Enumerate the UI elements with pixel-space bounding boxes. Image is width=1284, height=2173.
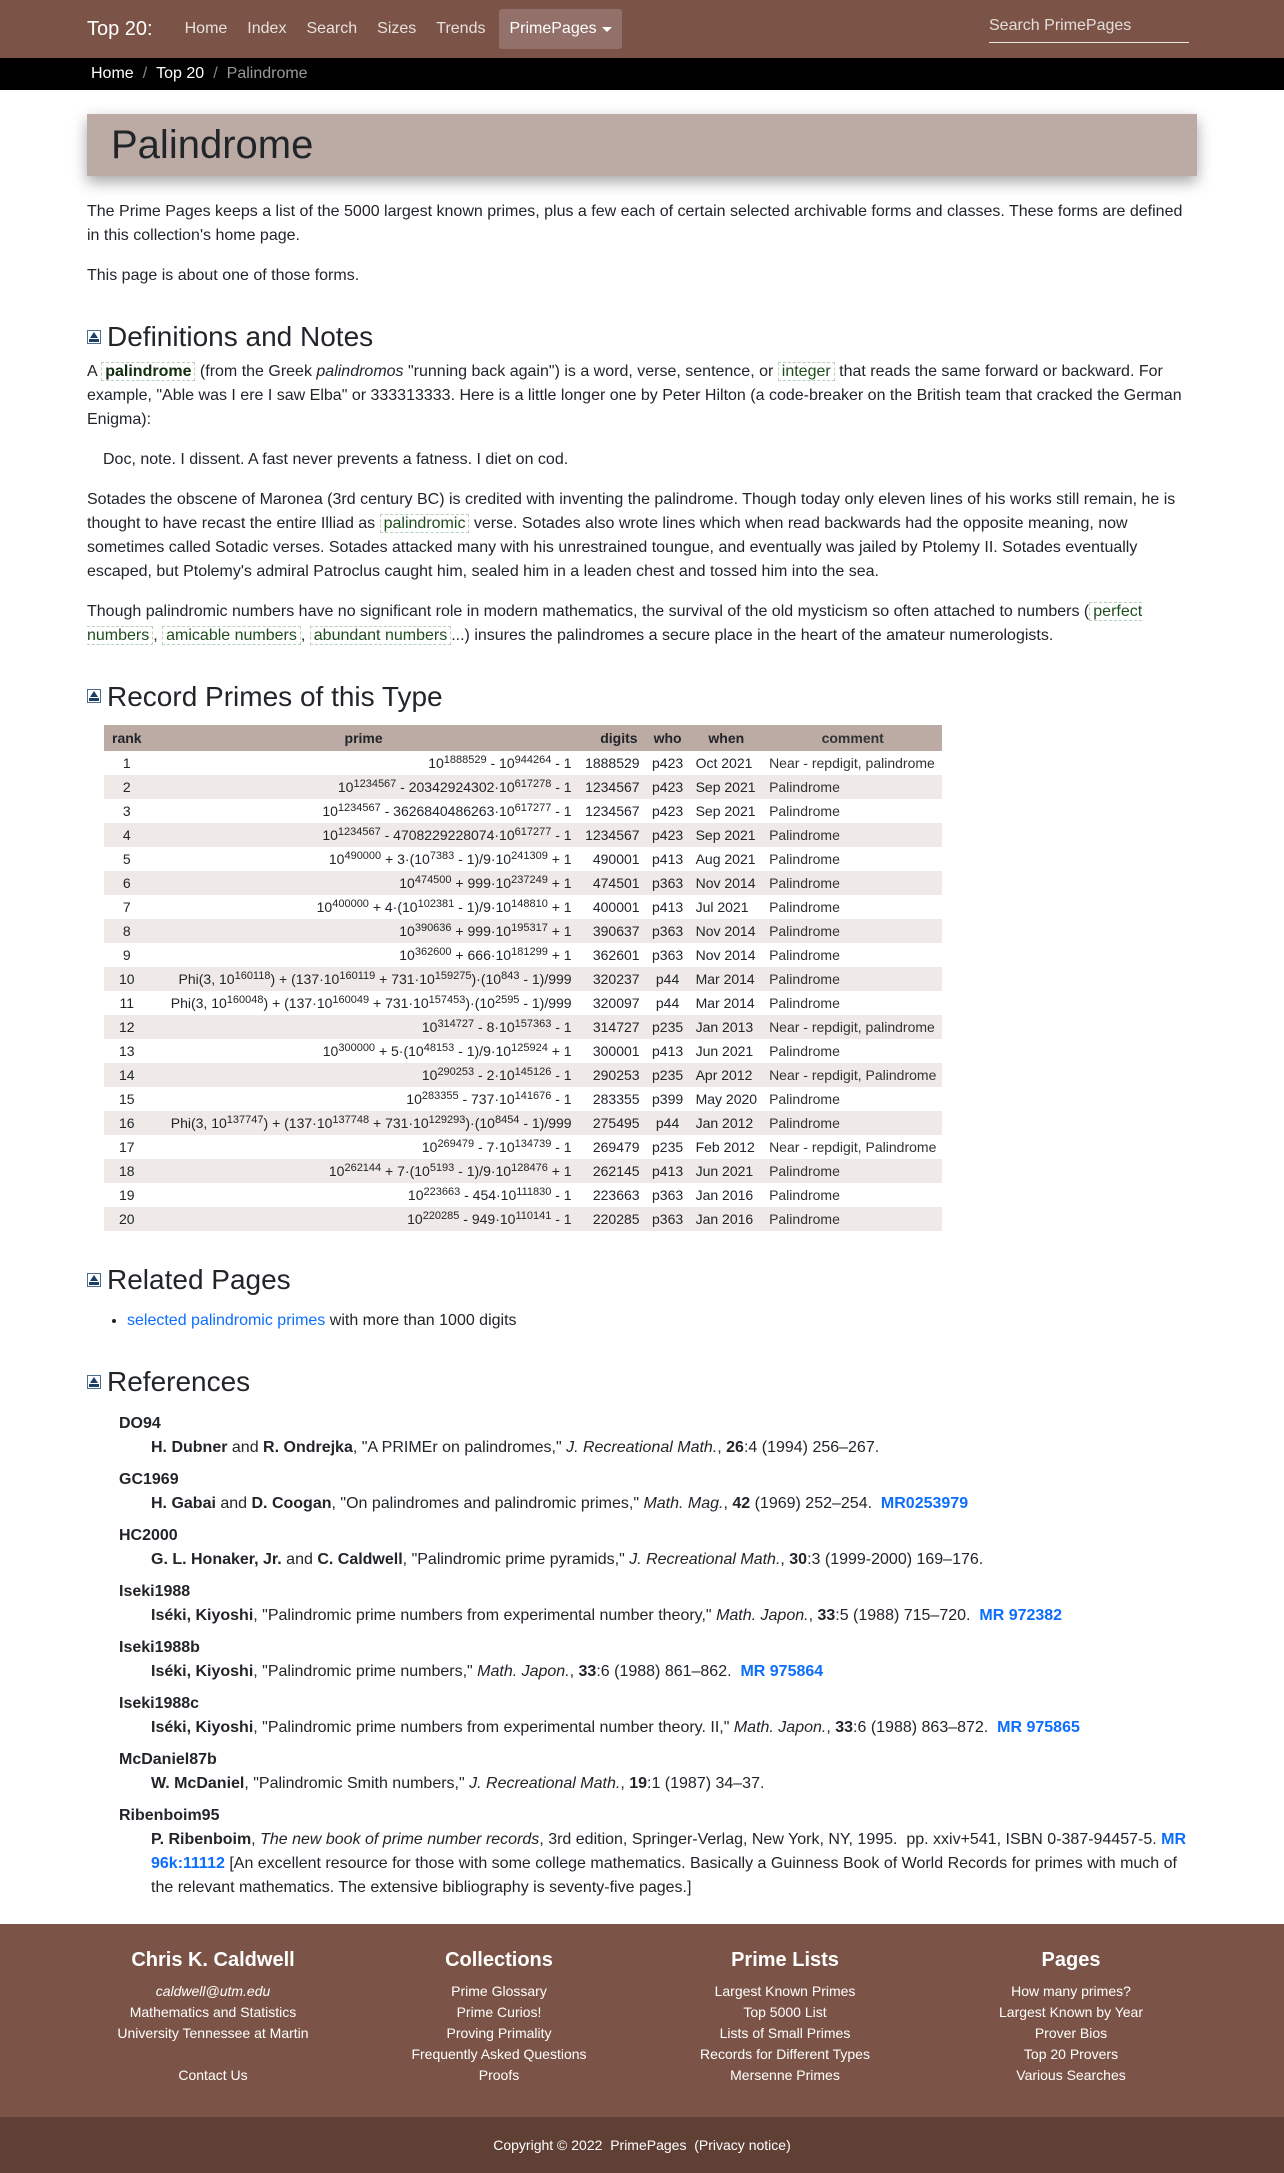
column-header-when: when [690,725,763,751]
comment-cell: Palindrome [769,898,840,915]
reference-key: GC1969 [119,1471,179,1489]
back-to-top-icon[interactable] [87,1273,101,1287]
rank-cell: 17 [119,1138,135,1155]
prime-cell[interactable]: $10^{220285} - 949\cdot 10^{110141} - 1$ [150,1207,578,1231]
prime-cell[interactable]: $10^{362600} + 666\cdot 10^{181299} + 1$ [399,945,572,963]
main-content [87,114,1197,1900]
footer-col-pages [928,1948,1214,2117]
prime-cell[interactable]: Phi(3, $10^{137747}) + (137\cdot 10^{137748} + 731\cdot 10^{129293})\cdot(10^{8454} - 1)/999$ [150,1111,578,1135]
privacy-link[interactable]: Privacy notice [698,2136,787,2153]
table-row [104,895,942,919]
rank-cell: 10 [104,967,150,991]
search-box [989,12,1189,43]
footer-link[interactable]: Mersenne Primes [730,2067,840,2084]
footer-heading: Chris K. Caldwell [131,1949,295,1972]
who-cell[interactable]: p235 [646,1015,690,1039]
when-cell: Feb 2012 [695,1138,755,1155]
prime-cell[interactable]: $10^{1234567} - 3626840486263\cdot 10^{617277} - 1$ [322,801,572,819]
who-cell[interactable]: p423 [646,823,690,847]
greek-word: palindromos [316,362,404,380]
comment-cell: Palindrome [769,1042,840,1059]
comment-cell: Palindrome [769,994,840,1011]
related-link[interactable]: selected palindromic primes [127,1311,326,1329]
table-row [104,1111,942,1135]
breadcrumb-current: Palindrome [226,65,308,82]
search-input[interactable] [989,12,1189,42]
when-cell: Sep 2021 [690,775,763,799]
mr-review-link[interactable]: MR 975865 [997,1719,1080,1737]
rank-cell: 18 [104,1159,150,1183]
definitions-heading-text: Definitions and Notes [107,321,374,352]
digits-cell: 362601 [592,946,640,963]
footer-col-collections [356,1948,642,2117]
text: Though palindromic numbers have no significant role in modern mathematics, the survival of the old mysticism so often attached to numbers ( [87,602,1090,620]
reference-citation: W. McDaniel, "Palindromic Smith numbers," J. Recreational Math., 19:1 (1987) 34–37. [151,1775,765,1793]
table-row [104,1087,942,1111]
table-row [104,775,942,799]
footer-link[interactable]: Top 5000 List [743,2004,827,2021]
rank-cell: 1 [122,754,131,771]
who-cell[interactable]: p363 [646,1207,690,1231]
text: , [300,626,310,644]
reference-key: Ribenboim95 [119,1807,220,1825]
text: A [87,362,102,380]
copyright-text: Copyright © 2022 [493,2136,603,2153]
text: verse. Sotades also wrote lines which when read backwards had the opposite meaning, now sometimes called Sotadic verses. Sotades attacked many with his unrestrained toungue, and eventually was jailed by Ptolemy II. Sotades eventually escaped, but Ptolemy's admiral Patroclus caught him, sealed him in a leaden chest and tossed him into the sea. [87,514,1138,580]
comment-cell: Palindrome [769,1090,840,1107]
when-cell: Nov 2014 [690,871,763,895]
who-cell[interactable]: p363 [646,919,690,943]
comment-cell: Near - repdigit, Palindrome [769,1138,937,1155]
column-header-rank: rank [104,725,150,751]
top-navbar [0,0,1284,58]
when-cell: Jan 2012 [690,1111,763,1135]
table-row [104,823,942,847]
text: ...) insures the palindromes a secure place in the heart of the amateur numerologists. [451,626,1054,644]
glossary-link-amicable-numbers[interactable]: amicable numbers [162,626,301,645]
table-row [104,871,942,895]
digits-cell: 220285 [578,1207,646,1231]
footer-link[interactable]: Largest Known by Year [999,2004,1143,2021]
back-to-top-icon[interactable] [87,330,101,344]
footer-heading: Prime Lists [731,1949,839,1972]
table-row [104,1159,942,1183]
column-header-prime: prime [150,725,578,751]
nav-index[interactable]: Index [247,20,287,37]
rank-cell: 13 [119,1042,135,1059]
prime-cell[interactable]: $10^{474500} + 999\cdot 10^{237249} + 1$ [150,871,578,895]
comment-cell: Palindrome [763,919,942,943]
column-header-comment: comment [763,725,942,751]
intro-paragraph: The Prime Pages keeps a list of the 5000 largest known primes, plus a few each of certain selected archivable forms and classes. These forms are defined in this collection's home page. [87,203,1183,244]
rank-cell: 20 [104,1207,150,1231]
glossary-link-palindrome[interactable] [101,362,195,381]
when-cell: Jul 2021 [695,898,749,915]
reference-citation: P. Ribenboim, The new book of prime number records, 3rd edition, Springer-Verlag, New York, NY, 1995. pp. xxiv+541, ISBN 0-387-94457-5. MR 96k:11112 [An excellent resource for those with some college mathematics. Basically a Guinness Book of World Records for primes with much of the relevant mathematics. The extensive bibliography is seventy-five pages.] [151,1831,1187,1897]
history-paragraph [87,488,1197,584]
mr-review-link[interactable]: MR 96k:11112 [151,1831,1187,1873]
digits-cell: 320097 [592,994,640,1011]
mr-review-link[interactable]: MR 975864 [740,1663,824,1681]
rank-cell: 11 [119,994,135,1011]
glossary-link-perfect-numbers[interactable]: perfect numbers [87,602,1143,644]
prime-cell[interactable]: Phi(3, $10^{160118}) + (137\cdot 10^{160119} + 731\cdot 10^{159275})\cdot(10^{843} - 1)/999$ [150,967,578,991]
prime-cell[interactable]: $10^{262144} + 7\cdot(10^{5193} - 1)/9\cdot 10^{128476} + 1$ [150,1159,578,1183]
when-cell: Mar 2014 [695,994,755,1011]
rank-cell: 19 [119,1186,135,1203]
rank-cell: 2 [104,775,150,799]
records-heading-text: Record Primes of this Type [107,680,443,712]
when-cell: Jan 2016 [690,1207,763,1231]
record-primes-table [104,725,942,1231]
comment-cell: Palindrome [763,871,942,895]
digits-cell: 400001 [592,898,640,915]
definitions-heading [87,320,1197,354]
who-cell[interactable]: p423 [652,802,684,819]
text: "running back again") is a word, verse, sentence, or [403,362,778,380]
digits-cell: 490001 [592,850,640,867]
footer-link[interactable]: Proving Primality [446,2025,552,2042]
footer-link[interactable]: How many primes? [1011,1983,1131,2000]
who-cell[interactable]: p399 [652,1090,684,1107]
digits-cell: 314727 [578,1015,646,1039]
when-cell: Nov 2014 [695,946,756,963]
rank-cell: 12 [104,1015,150,1039]
dropdown-label: PrimePages [509,20,597,37]
reference-key: Iseki1988c [119,1695,200,1713]
palindrome-quote: Doc, note. I dissent. A fast never prevents a fatness. I diet on cod. [103,450,569,468]
table-row [104,967,942,991]
comment-cell: Palindrome [769,802,840,819]
text: , [153,626,163,644]
comment-cell: Near - repdigit, palindrome [763,1015,942,1039]
site-link[interactable]: PrimePages [610,2136,687,2153]
when-cell: Mar 2014 [690,967,763,991]
page-title-box [87,114,1197,176]
navbar-brand[interactable]: Top 20: [87,18,153,40]
footer-heading: Collections [445,1949,553,1972]
footer-link[interactable]: Largest Known Primes [714,1983,856,2000]
table-row [104,1135,942,1159]
nav-trends[interactable]: Trends [436,20,486,37]
footer-text: Mathematics and Statistics [129,2004,297,2021]
glossary-term: palindrome [105,362,192,380]
comment-cell: Palindrome [763,823,942,847]
digits-cell: 1888529 [585,754,640,771]
who-cell[interactable]: p44 [655,994,680,1011]
when-cell: Jun 2021 [690,1159,763,1183]
table-body [104,751,942,1231]
footer-col-author [70,1948,356,2117]
prime-cell[interactable]: $10^{223663} - 454\cdot 10^{111830} - 1$ [407,1185,572,1203]
reference-citation: H. Dubner and R. Ondrejka, "A PRIMEr on palindromes," J. Recreational Math., 26:4 (1994) 256–267. [151,1439,880,1457]
digits-cell: 300001 [592,1042,640,1059]
breadcrumb [0,58,1284,90]
rank-cell: 4 [104,823,150,847]
who-cell[interactable]: p235 [652,1138,684,1155]
nav-sizes[interactable]: Sizes [377,20,417,37]
prime-cell[interactable]: $10^{283355} - 737\cdot 10^{141676} - 1$ [406,1089,572,1107]
table-header-row [104,725,942,751]
mr-review-link[interactable]: MR 972382 [979,1607,1063,1625]
footer-link[interactable]: Frequently Asked Questions [411,2046,587,2063]
definition-paragraph [87,360,1197,432]
table-row [104,847,942,871]
back-to-top-icon[interactable] [87,1375,101,1389]
who-cell[interactable]: p423 [652,754,684,771]
digits-cell: 1234567 [578,775,646,799]
digits-cell: 269479 [592,1138,640,1155]
text: Sotades the obscene of Maronea (3rd century BC) is credited with inventing the palindrome. Though today only eleven lines of his works still remain, he is thought to have recast the entire Illiad as [87,490,1176,532]
prime-cell[interactable]: $10^{390636} + 999\cdot 10^{195317} + 1$ [150,919,578,943]
breadcrumb-separator: / [213,65,218,82]
who-cell[interactable]: p423 [646,775,690,799]
rank-cell: 6 [104,871,150,895]
prime-cell[interactable]: $10^{1234567} - 4708229228074\cdot 10^{617277} - 1$ [150,823,578,847]
when-cell: Jan 2013 [690,1015,763,1039]
comment-cell: Near - repdigit, palindrome [769,754,935,771]
rank-cell: 9 [122,946,131,963]
comment-cell: Near - repdigit, Palindrome [763,1063,942,1087]
who-cell[interactable]: p44 [646,967,690,991]
related-heading-text: Related Pages [107,1264,291,1296]
rank-cell: 8 [104,919,150,943]
footer-link[interactable]: Prime Glossary [451,1983,547,2000]
table-row [104,751,942,775]
footer-link[interactable]: Various Searches [1016,2067,1126,2084]
table-row [104,1015,942,1039]
text: that reads the same forward or backward. For example, "Able was I ere I saw Elba" or 333313333. Here is a little longer one by Peter Hilton (a code-breaker on the British team that cracked the German Enigma): [87,362,1182,428]
spacer [70,2044,356,2065]
digits-cell: 1234567 [585,802,640,819]
comment-cell: Palindrome [769,1186,840,1203]
reference-citation: Iséki, Kiyoshi, "Palindromic prime numbers from experimental number theory. II," Math. Japon., 33:6 (1988) 863–872. MR 975865 [151,1719,1080,1737]
when-cell: Jan 2016 [695,1186,754,1203]
digits-cell: 390637 [578,919,646,943]
footer-link[interactable]: Records for Different Types [700,2046,870,2063]
digits-cell: 1234567 [578,823,646,847]
nav-search[interactable]: Search [306,20,358,37]
footer-email-link[interactable]: caldwell@utm.edu [155,1983,271,2000]
mr-review-link[interactable]: MR0253979 [880,1495,969,1513]
when-cell: Aug 2021 [695,850,756,867]
prime-cell[interactable]: $10^{490000} + 3\cdot(10^{7383} - 1)/9\cdot 10^{241309} + 1$ [328,849,572,867]
rank-cell: 5 [122,850,131,867]
copyright-bar: Copyright © 2022 PrimePages ( Privacy notice ) [0,2117,1284,2173]
rank-cell: 7 [122,898,131,915]
comment-cell: Palindrome [763,1111,942,1135]
chevron-down-icon [602,27,612,32]
footer-link[interactable]: Top 20 Provers [1023,2046,1119,2063]
when-cell: Nov 2014 [690,919,763,943]
prime-cell[interactable]: Phi(3, $10^{160048}) + (137\cdot 10^{160049} + 731\cdot 10^{157453})\cdot(10^{2595} - 1)/999$ [170,993,572,1011]
rank-cell: 14 [104,1063,150,1087]
back-to-top-icon[interactable] [87,689,101,703]
who-cell[interactable]: p413 [652,850,684,867]
numerology-paragraph [87,600,1197,648]
footer-text: University Tennessee at Martin [117,2025,309,2042]
glossary-link-palindromic[interactable]: palindromic [380,514,470,533]
table-row [104,1207,942,1231]
comment-cell: Palindrome [763,775,942,799]
who-cell[interactable]: p413 [646,1159,690,1183]
digits-cell: 262145 [578,1159,646,1183]
who-cell[interactable]: p413 [652,898,684,915]
table-row [104,1063,942,1087]
digits-cell: 223663 [592,1186,640,1203]
rank-cell: 16 [104,1111,150,1135]
comment-cell: Palindrome [769,946,840,963]
digits-cell: 290253 [578,1063,646,1087]
related-list [127,1309,1197,1333]
reference-key: DO94 [119,1415,161,1433]
when-cell: Apr 2012 [690,1063,763,1087]
when-cell: Jun 2021 [695,1042,754,1059]
intro-paragraph-2: This page is about one of those forms. [87,267,360,284]
table-row [104,991,942,1015]
references-heading-text: References [107,1365,251,1397]
table-row [104,1039,942,1063]
references-list [119,1412,1197,1900]
who-cell[interactable]: p363 [652,1186,684,1203]
table-row [104,919,942,943]
nav-primepages-dropdown[interactable] [499,9,621,49]
column-header-who: who [646,725,690,751]
who-cell[interactable]: p363 [652,946,684,963]
page-title: Palindrome [111,123,314,167]
comment-cell: Palindrome [763,967,942,991]
who-cell[interactable]: p44 [646,1111,690,1135]
prime-cell[interactable]: $10^{400000} + 4\cdot(10^{102381} - 1)/9\cdot 10^{148810} + 1$ [316,897,572,915]
list-item [127,1309,1197,1333]
reference-key: Iseki1988 [119,1583,191,1601]
who-cell[interactable]: p235 [646,1063,690,1087]
table-row [104,943,942,967]
footer-contact-link[interactable]: Contact Us [178,2067,248,2084]
who-cell[interactable]: p413 [652,1042,684,1059]
footer-col-prime-lists [642,1948,928,2117]
who-cell[interactable]: p363 [646,871,690,895]
footer-link[interactable]: Proofs [478,2067,520,2084]
prime-cell[interactable]: $10^{300000} + 5\cdot(10^{48153} - 1)/9\cdot 10^{125924} + 1$ [322,1041,572,1059]
references-heading [87,1365,1197,1399]
text: with more than 1000 digits [325,1311,517,1329]
prime-cell[interactable]: $10^{314727} - 8\cdot 10^{157363} - 1$ [150,1015,578,1039]
comment-cell: Palindrome [763,1159,942,1183]
when-cell: Sep 2021 [695,802,756,819]
footer-heading: Pages [1041,1949,1101,1972]
reference-citation: Iséki, Kiyoshi, "Palindromic prime numbers," Math. Japon., 33:6 (1988) 861–862. MR 975864 [151,1663,824,1681]
reference-key: McDaniel87b [119,1751,217,1769]
table-row [104,799,942,823]
reference-citation: H. Gabai and D. Coogan, "On palindromes and palindromic primes," Math. Mag., 42 (1969) 252–254. MR0253979 [151,1495,969,1513]
records-heading [87,680,1197,714]
footer [0,1924,1284,2117]
prime-cell[interactable]: $10^{1234567} - 20342924302\cdot 10^{617278} - 1$ [150,775,578,799]
reference-citation: Iséki, Kiyoshi, "Palindromic prime numbers from experimental number theory," Math. Japon., 33:5 (1988) 715–720. MR 972382 [151,1607,1063,1625]
related-heading [87,1263,1197,1297]
digits-cell: 320237 [578,967,646,991]
rank-cell: 15 [119,1090,135,1107]
when-cell: May 2020 [695,1090,758,1107]
reference-citation: G. L. Honaker, Jr. and C. Caldwell, "Palindromic prime pyramids," J. Recreational Math., 30:3 (1999-2000) 169–176. [151,1551,984,1569]
glossary-link-abundant-numbers[interactable]: abundant numbers [310,626,451,645]
breadcrumb-home[interactable]: Home [91,65,134,82]
text: (from the Greek [195,362,317,380]
footer-link[interactable]: Prover Bios [1034,2025,1108,2042]
reference-key: HC2000 [119,1527,178,1545]
comment-cell: Palindrome [763,1207,942,1231]
column-header-digits: digits [578,725,646,751]
breadcrumb-separator: / [142,65,148,82]
glossary-link-integer[interactable]: integer [778,362,835,381]
table-row [104,1183,942,1207]
reference-key: Iseki1988b [119,1639,200,1657]
rank-cell: 3 [122,802,131,819]
nav-home[interactable]: Home [184,20,228,37]
comment-cell: Palindrome [769,850,840,867]
prime-cell[interactable]: $10^{1888529} - 10^{944264} - 1$ [428,753,572,771]
footer-link[interactable]: Lists of Small Primes [719,2025,851,2042]
digits-cell: 474501 [578,871,646,895]
digits-cell: 283355 [592,1090,640,1107]
when-cell: Sep 2021 [690,823,763,847]
prime-cell[interactable]: $10^{269479} - 7\cdot 10^{134739} - 1$ [421,1137,572,1155]
when-cell: Oct 2021 [695,754,753,771]
breadcrumb-top20[interactable]: Top 20 [156,65,205,82]
digits-cell: 275495 [578,1111,646,1135]
prime-cell[interactable]: $10^{290253} - 2\cdot 10^{145126} - 1$ [150,1063,578,1087]
footer-link[interactable]: Prime Curios! [456,2004,542,2021]
